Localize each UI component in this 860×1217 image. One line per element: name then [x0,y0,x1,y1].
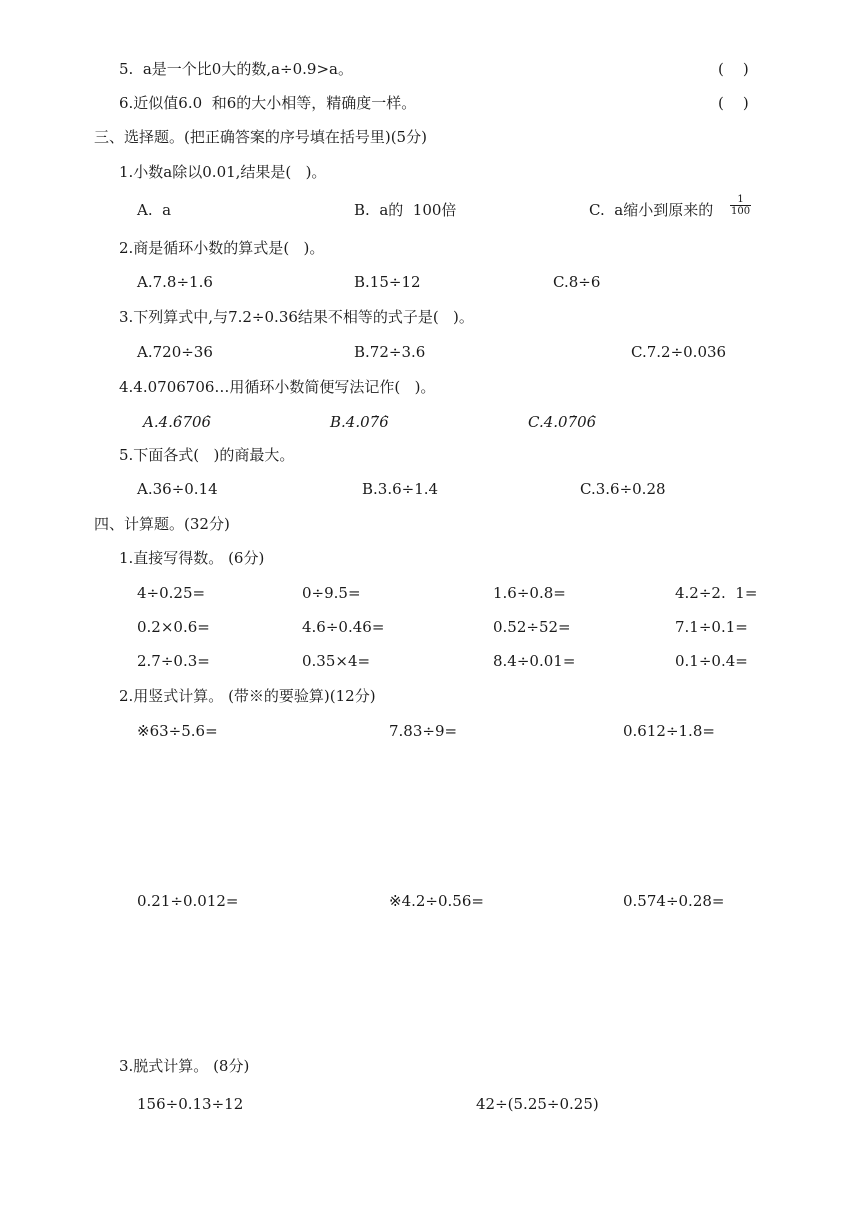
s3-q1-option-b: B. a的 100倍 [354,201,457,219]
s3-q5-option-a: A.36÷0.14 [137,480,218,498]
judge-q6-text: 6.近似值6.0 和6的大小相等，精确度一样。 [119,94,417,112]
s3-q4-option-a: A.4.6̇706̇ [143,413,212,431]
s3-q2-option-c: C.8÷6 [553,273,601,291]
s3-q5-option-c: C.3.6÷0.28 [580,480,666,498]
s4-p2-title: 2.用竖式计算。 (带※的要验算)(12分) [119,687,376,705]
vertical-calc-item: 0.21÷0.012= [137,892,239,910]
oral-calc-item: 4.6÷0.46= [302,618,385,636]
judge-q6-answer-paren[interactable]: ( ) [718,94,749,112]
s3-q1-option-c-fraction [730,194,751,217]
stepwise-calc-item: 42÷(5.25÷0.25) [476,1095,599,1113]
vertical-calc-item: 0.574÷0.28= [623,892,725,910]
oral-calc-item: 4÷0.25= [137,584,206,602]
oral-calc-item: 2.7÷0.3= [137,652,210,670]
s3-q3-option-c: C.7.2÷0.036 [631,343,727,361]
s3-q3-option-a: A.720÷36 [137,343,213,361]
s3-q3-option-b: B.72÷3.6 [354,343,426,361]
judge-q5-text: 5. a是一个比0大的数,a÷0.9>a。 [119,60,353,78]
oral-calc-item: 0.35×4= [302,652,371,670]
oral-calc-item: 0.2×0.6= [137,618,210,636]
stepwise-calc-item: 156÷0.13÷12 [137,1095,244,1113]
s3-q2-option-b: B.15÷12 [354,273,421,291]
s3-q2-option-a: A.7.8÷1.6 [137,273,213,291]
vertical-calc-item: 0.612÷1.8= [623,722,715,740]
s3-q4-option-c: C.4.07̇06̇ [528,413,597,431]
s3-q1-text: 1.小数a除以0.01,结果是( )。 [119,163,327,181]
vertical-calc-item: 7.83÷9= [389,722,458,740]
s3-q5-option-b: B.3.6÷1.4 [362,480,439,498]
s3-q1-option-a: A. a [137,201,172,219]
s3-q4-option-b: B.4.07̇6̇ [330,413,389,431]
oral-calc-item: 1.6÷0.8= [493,584,566,602]
s3-q1-option-c: C. a缩小到原来的 [589,201,714,219]
oral-calc-item: 0.1÷0.4= [675,652,748,670]
oral-calc-item: 7.1÷0.1= [675,618,748,636]
s3-q2-text: 2.商是循环小数的算式是( )。 [119,239,325,257]
vertical-calc-item: ※63÷5.6= [137,722,218,740]
oral-calc-item: 0÷9.5= [302,584,361,602]
oral-calc-item: 0.52÷52= [493,618,571,636]
judge-q5-answer-paren[interactable]: ( ) [718,60,749,78]
s4-p1-title: 1.直接写得数。 (6分) [119,549,265,567]
section3-title: 三、选择题。(把正确答案的序号填在括号里)(5分) [94,128,427,146]
s3-q5-text: 5.下面各式( )的商最大。 [119,446,295,464]
s3-q4-text: 4.4.0706706…用循环小数简便写法记作( )。 [119,378,436,396]
section4-title: 四、计算题。(32分) [94,515,230,533]
fraction-denominator: 100 [731,206,751,217]
oral-calc-item: 4.2÷2. 1= [675,584,758,602]
oral-calc-item: 8.4÷0.01= [493,652,576,670]
s3-q3-text: 3.下列算式中,与7.2÷0.36结果不相等的式子是( )。 [119,308,474,326]
fraction-numerator: 1 [737,194,744,205]
vertical-calc-item: ※4.2÷0.56= [389,892,484,910]
s4-p3-title: 3.脱式计算。 (8分) [119,1057,250,1075]
